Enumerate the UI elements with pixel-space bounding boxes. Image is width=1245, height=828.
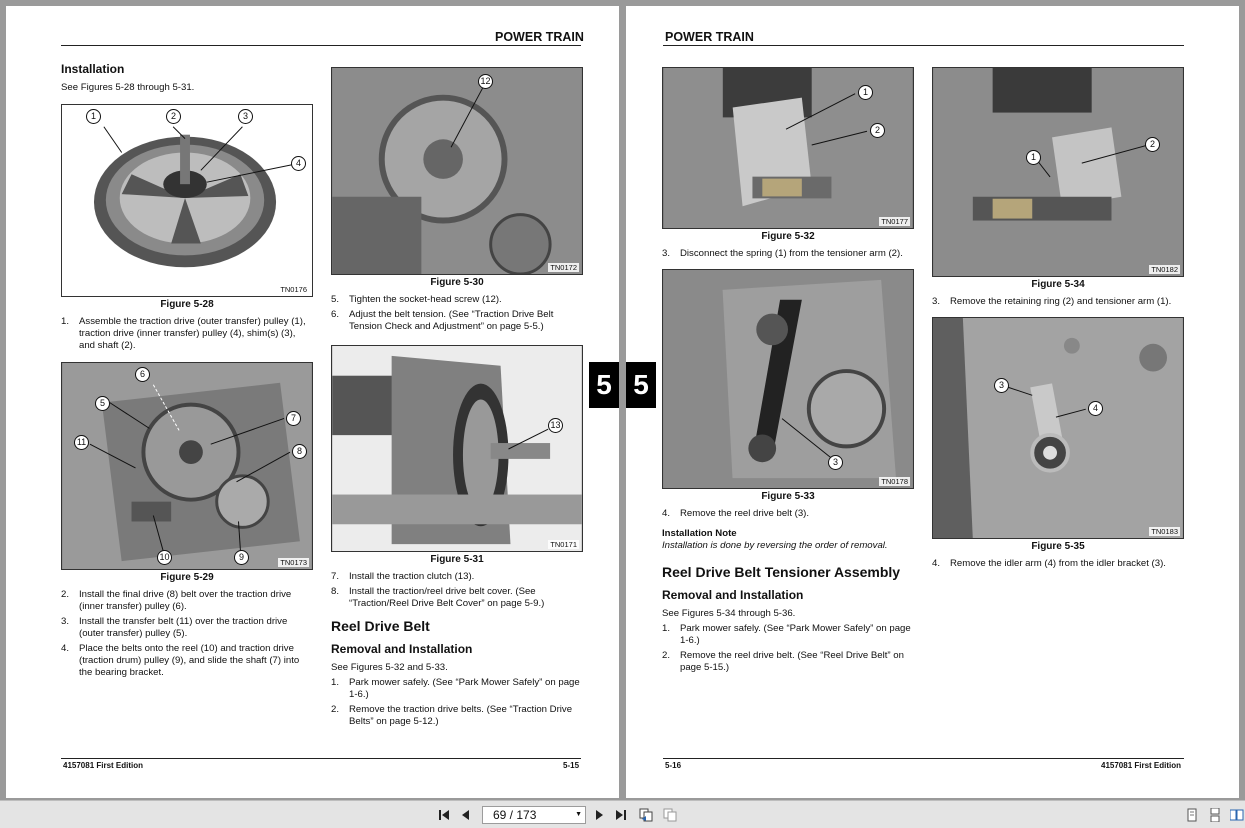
step-list [932,558,1184,570]
last-page-icon[interactable] [614,808,628,822]
callout: 2 [870,123,885,138]
step-list [61,589,313,679]
figure-tag: TN0171 [550,540,577,549]
figure-5-31-image [331,345,583,552]
left-column-1 [61,62,313,682]
figure-caption: Figure 5-28 [160,299,214,310]
page-indicator: 69 / 173 [493,808,537,822]
figure-tag: TN0177 [881,217,908,226]
right-page [626,6,1239,798]
figure-5-34-image [932,67,1184,277]
figure-tag: TN0182 [1151,265,1178,274]
figure-tag: TN0173 [280,558,307,567]
figure-5-32-image [662,67,914,229]
callout: 6 [135,367,150,382]
step-item: 1. Park mower safely. (See “Park Mower Safely” on page 1-6.) [331,677,580,700]
step-item: 2. Install the final drive (8) belt over the traction drive (inner transfer) pulley (6). [61,589,292,612]
left-column-2 [331,67,583,731]
left-page [6,6,619,798]
step-list [662,248,914,260]
callout: 1 [86,109,101,124]
paragraph: See Figures 5-34 through 5-36. [662,608,796,619]
footer-edition: 4157081 First Edition [63,761,144,770]
callout: 4 [1088,401,1103,416]
pulley-screw-drawing [332,68,582,274]
idler-arm-drawing [933,318,1183,538]
figure-caption: Figure 5-29 [160,572,214,583]
retaining-ring-drawing [933,68,1183,276]
chapter-tab: 5 [626,362,656,408]
figure-5-33-image [662,269,914,489]
step-item: 3. Disconnect the spring (1) from the tensioner arm (2). [662,248,903,259]
figure-tag: TN0176 [280,285,307,294]
page-number-input[interactable] [482,806,586,824]
spring-tensioner-drawing [663,68,913,228]
figure-caption: Figure 5-32 [761,231,815,242]
callout: 3 [994,378,1009,393]
prev-page-icon[interactable] [459,808,473,822]
figure-5-35-image [932,317,1184,539]
figure-caption: Figure 5-31 [430,554,484,565]
callout: 3 [828,455,843,470]
step-item: 3. Remove the retaining ring (2) and tensioner arm (1). [932,296,1172,307]
figure-tag: TN0183 [1151,527,1178,536]
step-item: 8. Install the traction/reel drive belt cover. (See “Traction/Reel Drive Belt Cover” on page 5-9.) [331,586,545,609]
step-item: 4. Remove the idler arm (4) from the idler bracket (3). [932,558,1166,569]
step-item: 2. Remove the reel drive belt. (See “Reel Drive Belt” on page 5-15.) [662,650,904,673]
go-forward-icon[interactable] [663,808,677,822]
traction-clutch-drawing [332,346,582,551]
step-item: 1. Assemble the traction drive (outer transfer) pulley (1), traction drive (inner transfer) pulley (4), shim(s) (3), and shaft (2). [61,316,306,351]
figure-5-29-image [61,362,313,570]
step-list [932,296,1184,308]
callout: 10 [157,550,172,565]
page-header: POWER TRAIN [495,30,584,44]
figure-5-28-image [61,104,313,297]
callout: 5 [95,396,110,411]
next-page-icon[interactable] [592,808,606,822]
callout: 1 [858,85,873,100]
callout: 2 [166,109,181,124]
callout: 13 [548,418,563,433]
chapter-tab: 5 [589,362,619,408]
subsection-heading: Removal and Installation [331,642,473,656]
callout: 8 [292,444,307,459]
step-item: 2. Remove the traction drive belts. (See “Traction Drive Belts” on page 5-12.) [331,704,573,727]
callout: 11 [74,435,89,450]
paragraph: See Figures 5-28 through 5-31. [61,82,195,93]
step-item: 7. Install the traction clutch (13). [331,571,475,582]
callout: 1 [1026,150,1041,165]
right-column-2 [932,67,1184,573]
callout: 2 [1145,137,1160,152]
reel-drive-belt-drawing [663,270,913,488]
callout: 4 [291,156,306,171]
figure-tag: TN0172 [550,263,577,272]
step-list [331,571,583,610]
two-page-view-icon[interactable] [1230,808,1244,822]
subsection-heading: Removal and Installation [662,588,804,602]
step-item: 4. Place the belts onto the reel (10) and traction drive (traction drum) pulley (9), and slide the shaft (7) into the bearing bracket. [61,643,300,678]
figure-caption: Figure 5-30 [430,277,484,288]
step-item: 3. Install the transfer belt (11) over the traction drive (outer transfer) pulley (5). [61,616,288,639]
footer-edition: 4157081 First Edition [1101,761,1182,770]
pulley-drawing [62,105,312,296]
section-heading: Installation [61,62,125,76]
callout: 12 [478,74,493,89]
header-rule [61,45,581,46]
figure-5-30-image [331,67,583,275]
step-item: 6. Adjust the belt tension. (See “Traction Drive Belt Tension Check and Adjustment” on page 5-5.) [331,309,554,332]
continuous-view-icon[interactable] [1208,808,1222,822]
note-text: Installation is done by reversing the order of removal. [662,540,888,551]
drive-assembly-drawing [62,363,312,569]
step-list [331,677,583,728]
paragraph: See Figures 5-32 and 5-33. [331,662,448,673]
callout: 7 [286,411,301,426]
step-item: 4. Remove the reel drive belt (3). [662,508,810,519]
footer-page-number: 5-15 [563,761,580,770]
right-column-1 [662,67,914,677]
footer-rule [663,758,1184,759]
figure-caption: Figure 5-33 [761,491,815,502]
footer-page-number: 5-16 [665,761,682,770]
page-header: POWER TRAIN [665,30,754,44]
step-list [662,508,914,520]
first-page-icon[interactable] [437,808,451,822]
single-page-view-icon[interactable] [1185,808,1199,822]
callout: 9 [234,550,249,565]
figure-tag: TN0178 [881,477,908,486]
callout: 3 [238,109,253,124]
footer-rule [61,758,581,759]
step-list [61,316,313,352]
note-heading: Installation Note [662,528,737,539]
figure-caption: Figure 5-35 [1031,541,1085,552]
step-item: 5. Tighten the socket-head screw (12). [331,294,502,305]
figure-caption: Figure 5-34 [1031,279,1085,290]
viewer-toolbar [0,800,1245,828]
chevron-down-icon[interactable]: ▼ [575,811,582,818]
step-list [662,623,914,674]
go-back-icon[interactable] [639,808,653,822]
step-list [331,294,583,333]
section-heading: Reel Drive Belt Tensioner Assembly [662,564,901,580]
header-rule [663,45,1184,46]
section-heading: Reel Drive Belt [331,618,430,634]
step-item: 1. Park mower safely. (See “Park Mower Safely” on page 1-6.) [662,623,911,646]
